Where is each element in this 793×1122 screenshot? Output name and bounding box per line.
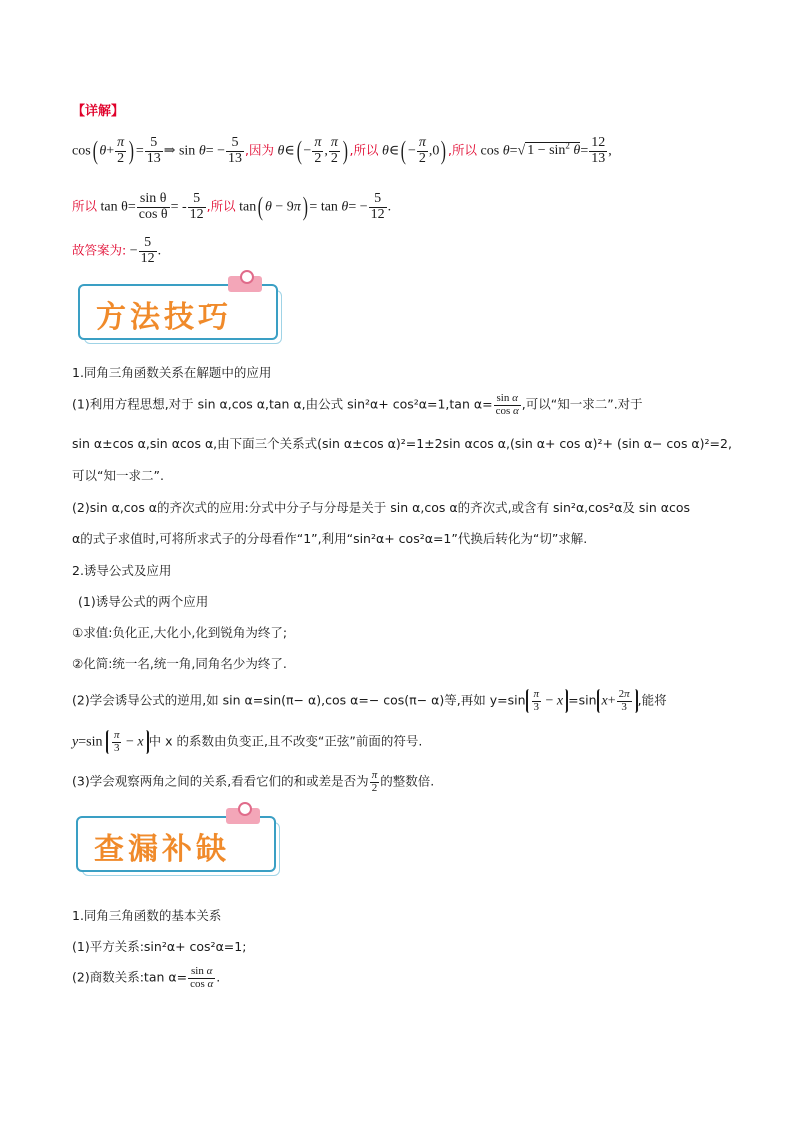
methods-banner-title: 方法技巧 bbox=[96, 300, 232, 335]
methods-p1-line3: 可以“知一求二”. bbox=[72, 468, 164, 483]
review-r2: (2)商数关系:tan α= $\frac{\text{sin α}}{\text{cos α}}$ . bbox=[72, 965, 221, 990]
methods-sub-1: (1)诱导公式的两个应用 bbox=[78, 594, 209, 609]
methods-heading-2: 2.诱导公式及应用 bbox=[72, 563, 172, 578]
detail-line2: 所以 tan θ= $\frac{\text{sin θ}}{\text{cos θ}}$ = - $\frac{5}{12}$ ,所以 tan( θ − 9π) = tan θ= − $\frac{5}{12}$ . bbox=[72, 191, 392, 222]
methods-sub-3: ②化简:统一名,统一角,同角名少为终了. bbox=[72, 656, 287, 671]
methods-p4: (3)学会观察两角之间的关系,看看它们的和或差是否为 $\frac{\pi}{2}$ 的整数倍. bbox=[72, 769, 435, 794]
methods-p1-line1: (1)利用方程思想,对于 sin α,cos α,tan α,由公式 sin²α+ cos²α=1,tan α= $\frac{\text{sin α}}{\text{cos α}}$ ,可以“知一求二”.对于 bbox=[72, 392, 643, 417]
review-heading-1: 1.同角三角函数的基本关系 bbox=[72, 908, 222, 923]
detail-label: 【详解】 bbox=[72, 104, 125, 119]
paperclip-icon bbox=[226, 808, 260, 824]
review-r1: (1)平方关系:sin²α+ cos²α=1; bbox=[72, 939, 247, 954]
review-banner-title: 查漏补缺 bbox=[94, 832, 230, 867]
methods-banner bbox=[78, 276, 288, 348]
methods-p3-line2: y=sin $\frac{\pi}{3}$ − x 中 x 的系数由负变正,且不改变“正弦”前面的符号. bbox=[72, 729, 423, 754]
answer-line: 故答案为: − $\frac{5}{12}$ . bbox=[72, 235, 162, 266]
review-banner bbox=[76, 808, 286, 880]
paperclip-icon bbox=[228, 276, 262, 292]
methods-p2-line1: (2)sin α,cos α的齐次式的应用:分式中分子与分母是关于 sin α,cos α的齐次式,或含有 sin²α,cos²α及 sin αcos bbox=[72, 500, 691, 515]
detail-line1: cos( θ+ $\frac{\pi}{2}$ ) = $\frac{5}{13}$ ⇒ sin θ= − $\frac{5}{13}$ ,因为 θ∈( − $\frac{\pi}{2}$ , $\frac{\pi}{2}$ ) ,所以 θ∈( − $\frac{\pi}{2}$ ,0) ,所以 cos θ=√ $1 - \sin^2 \theta=$ $\frac{12}{13}$ , bbox=[72, 135, 612, 166]
methods-p1-line2: sin α±cos α,sin αcos α,由下面三个关系式(sin α±cos α)²=1±2sin αcos α,(sin α+ cos α)²+ (sin α− cos α)²=2, bbox=[72, 436, 732, 451]
methods-sub-2: ①求值:负化正,大化小,化到锐角为终了; bbox=[72, 625, 288, 640]
methods-p3-line1: (2)学会诱导公式的逆用,如 sin α=sin(π− α),cos α=− cos(π− α)等,再如 y=sin $\frac{\pi}{3}$ − x =sin x+ $\frac{2\pi}{3}$ ,能将 bbox=[72, 688, 667, 713]
methods-p2-line2: α的式子求值时,可将所求式子的分母看作“1”,利用“sin²α+ cos²α=1”代换后转化为“切”求解. bbox=[72, 531, 588, 546]
methods-heading-1: 1.同角三角函数关系在解题中的应用 bbox=[72, 365, 272, 380]
